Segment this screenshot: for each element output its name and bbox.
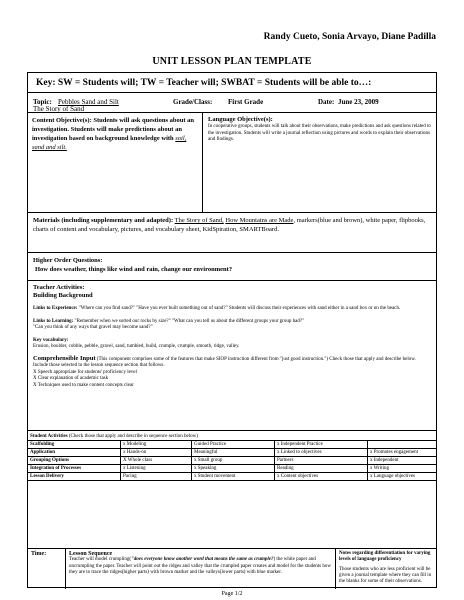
student-activities-heading: Student Activities bbox=[30, 434, 68, 439]
content-objective-heading: Content Objective(s): bbox=[32, 117, 92, 124]
materials-text: , markers(blue and brown), white paper, flipbooks, charts of content and vocabulary, pictures, and vocabulary sheet, KidSpiration, SMARTBoard. bbox=[33, 217, 426, 233]
lesson-sequence-text-2: ) the white paper and uncrumpling the paper. Teacher will point out the ridges and valley that the crumpled paper creates and model for the students how they are to trace the ridges(higher parts) with brown marker and the valleys(lower parts) with blue marker. bbox=[69, 557, 331, 575]
activity-label: Application bbox=[28, 449, 121, 457]
lesson-sequence-heading: Lesson Sequence bbox=[69, 551, 113, 557]
activities-row-scaffolding bbox=[28, 441, 436, 449]
activity-option[interactable]: x Language objectives bbox=[368, 473, 437, 481]
activity-option[interactable]: Pacing bbox=[121, 473, 192, 481]
materials-link-story-of-sand[interactable]: The Story of Sand, bbox=[174, 217, 224, 224]
key-row: Key: SW = Students will; TW = Teacher will; SWBAT = Students will be able to…: bbox=[28, 73, 436, 93]
activities-row-delivery bbox=[28, 473, 436, 481]
objectives-row bbox=[28, 113, 436, 213]
date-value: June 23, 2009 bbox=[338, 98, 379, 106]
activity-option[interactable]: Reading bbox=[275, 465, 368, 473]
activity-option[interactable]: x Content objectives bbox=[275, 473, 368, 481]
activity-label: Grouping Options bbox=[28, 457, 121, 465]
language-objective-cell bbox=[203, 113, 436, 212]
activity-option[interactable]: x Writing bbox=[368, 465, 437, 473]
differentiation-cell bbox=[336, 549, 436, 589]
activities-row-application bbox=[28, 449, 436, 457]
activity-option[interactable]: x Promotes engagement bbox=[368, 449, 437, 457]
topic-value-2: The Story of Sand bbox=[33, 105, 85, 113]
activity-label: Lesson Delivery bbox=[28, 473, 121, 481]
activity-option[interactable]: x Independent Practice bbox=[275, 441, 368, 449]
activity-option[interactable] bbox=[368, 441, 437, 449]
materials-link-mountains[interactable]: How Mountains are Made bbox=[225, 217, 294, 224]
student-activities-table bbox=[28, 431, 436, 481]
teacher-activities-row bbox=[28, 281, 436, 431]
activity-option[interactable]: Partners bbox=[275, 457, 368, 465]
activity-option[interactable]: x Linked to objectives bbox=[275, 449, 368, 457]
activity-label: Scaffolding bbox=[28, 441, 121, 449]
building-background-heading: Building Background bbox=[33, 292, 93, 299]
key-vocabulary-text: Erosion, boulder, cobble, pebble, gravel, sand, tumbled, build, crumple, crumple, smooth, ridge, valley. bbox=[33, 344, 240, 349]
activities-row-integration bbox=[28, 465, 436, 473]
ci-item: X Speech appropriate for students' proficiency level bbox=[33, 369, 137, 375]
activity-option[interactable]: x Modeling bbox=[121, 441, 192, 449]
activity-label: Integration of Processes bbox=[28, 465, 121, 473]
activity-option[interactable]: x Student movement bbox=[192, 473, 275, 481]
grade-value: First Grade bbox=[228, 98, 264, 106]
topic-value: Pebbles Sand and Silt bbox=[58, 98, 119, 106]
content-objective-cell bbox=[28, 113, 203, 212]
links-experience-label: Links to Experience: bbox=[33, 306, 78, 311]
higher-order-row bbox=[28, 253, 436, 281]
ci-item: X Techniques used to make content concepts clear bbox=[33, 382, 134, 388]
lesson-sequence-cell bbox=[66, 549, 336, 589]
content-objective-linked: soil, sand and silt. bbox=[32, 135, 187, 151]
time-label: Time: bbox=[28, 549, 66, 589]
language-objective-text: In cooperative groups, students will talk about their observations, make predictions and ask questions related to the investigation. Students will write a journal reflection using pictures and words to explain their observations and findings. bbox=[208, 124, 431, 142]
activity-option[interactable]: x Hands-on bbox=[121, 449, 192, 457]
higher-order-heading: Higher Order Questions: bbox=[33, 257, 103, 264]
comprehensible-input-label: Comprehensible Input bbox=[33, 354, 96, 362]
ci-item: X Clear explanation of academic task bbox=[33, 376, 109, 381]
differentiation-heading: Notes regarding differentiation for varying levels of language proficiency bbox=[339, 551, 431, 563]
activity-option[interactable]: Guided Practice bbox=[192, 441, 275, 449]
language-objective-heading: Language Objective(s): bbox=[208, 116, 273, 123]
topic-row bbox=[28, 93, 436, 113]
lesson-plan-table bbox=[27, 72, 437, 588]
activities-row-grouping bbox=[28, 457, 436, 465]
key-vocabulary-label: Key vocabulary: bbox=[33, 337, 69, 343]
date-label: Date: bbox=[318, 98, 335, 106]
lesson-sequence-row bbox=[28, 549, 436, 589]
teacher-activities-heading: Teacher Activities: bbox=[33, 284, 85, 291]
lesson-sequence-text-1: Teacher will model crumpling( bbox=[69, 557, 131, 563]
authors-line: Randy Cueto, Sonia Arvayo, Diane Padilla bbox=[263, 32, 436, 42]
links-learning-text: "Remember when we sorted our rocks by size?" "What can you tell us about the different groups your group had?" bbox=[74, 318, 305, 324]
activity-option[interactable]: x Listening bbox=[121, 465, 192, 473]
page-title: UNIT LESSON PLAN TEMPLATE bbox=[152, 56, 312, 67]
grade-label: Grade/Class: bbox=[173, 98, 213, 106]
activity-option[interactable]: x Independent bbox=[368, 457, 437, 465]
lesson-sequence-italic: "does everyone know another word that means the same as crumple? bbox=[131, 557, 274, 563]
links-experience-text: "Where can you find sand?" "Have you ever built something out of sand?" Students will discuss their experiences with sand either in a sand box or on the beach. bbox=[78, 306, 401, 311]
links-learning-label: Links to Learning: bbox=[33, 318, 74, 324]
student-activities-row bbox=[28, 431, 436, 549]
comprehensible-input-text: (This component comprises some of the features that make SIOP instruction different from "just good instruction.") Check those that apply and describe below. Include those selected to the lesson sequence section that follows. bbox=[33, 356, 416, 368]
content-objective-text: Students will ask questions about an investigation. Students will make predictions about an investigation based on background knowledge with bbox=[32, 117, 194, 142]
links-learning-text-2: "Can you think of any ways that gravel may become sand?" bbox=[33, 325, 153, 330]
materials-row bbox=[28, 213, 436, 253]
topic-label: Topic: bbox=[33, 98, 52, 106]
activity-option[interactable]: Meaningful bbox=[192, 449, 275, 457]
activity-option[interactable]: x Small group bbox=[192, 457, 275, 465]
differentiation-text: Those students who are less proficient will be given a journal template where they can fill in the blanks for some of their observations. bbox=[339, 566, 432, 585]
activity-option[interactable]: X Whole class bbox=[121, 457, 192, 465]
activity-option[interactable]: x Speaking bbox=[192, 465, 275, 473]
page-number: Page 1/2 bbox=[221, 591, 243, 597]
student-activities-note: (Check those that apply and describe in sequence section below) bbox=[68, 434, 198, 439]
higher-order-question: How does weather, things like wind and rain, change our environment? bbox=[35, 266, 233, 273]
materials-heading: Materials (including supplementary and adapted): bbox=[33, 217, 174, 224]
